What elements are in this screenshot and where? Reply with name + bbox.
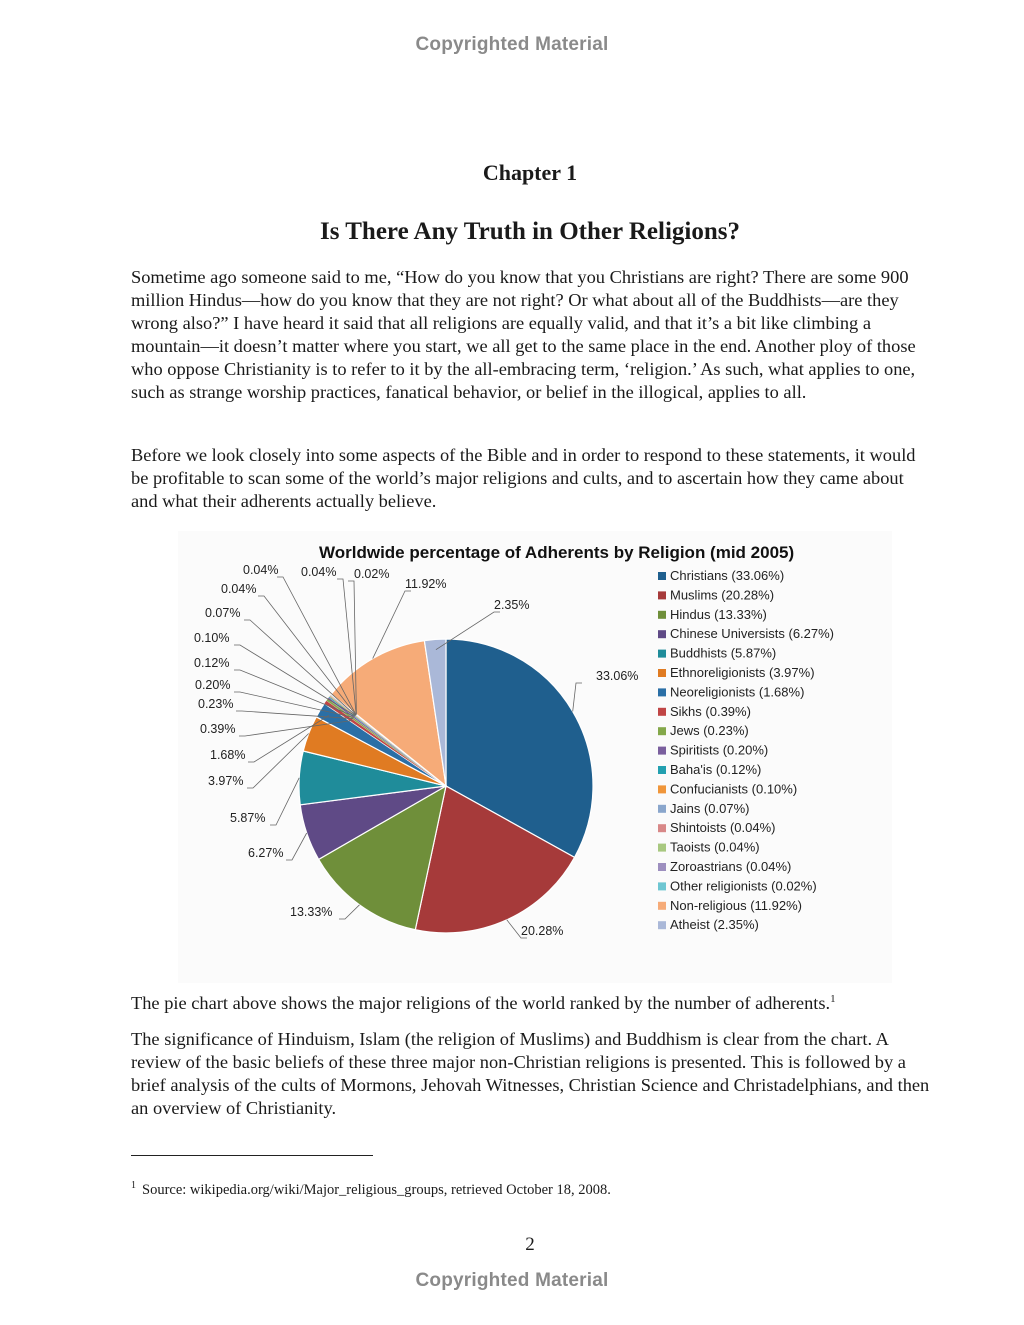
legend-entry-hindus: Hindus (13.33%) [670,606,767,622]
data-label-other-religionists: 0.02% [354,567,390,581]
caption-text: The pie chart above shows the major religions of the world ranked by the number of adherents. [131,993,831,1014]
legend-swatch-jains [658,805,666,813]
data-label-buddhists: 5.87% [230,811,266,825]
legend-swatch-neoreligionists [658,688,666,696]
legend-swatch-muslims [658,591,666,599]
data-label-chinese-universists: 6.27% [248,846,284,860]
legend-swatch-atheist [658,921,666,929]
footnote-marker: 1 [131,1180,136,1191]
chart-legend [658,568,834,932]
data-label-confucianists: 0.10% [194,631,230,645]
legend-swatch-shintoists [658,824,666,832]
data-label-hindus: 13.33% [290,905,333,919]
legend-swatch-chinese-universists [658,630,666,638]
chart-title: Worldwide percentage of Adherents by Religion (mid 2005) [319,543,795,562]
legend-entry-muslims: Muslims (20.28%) [670,587,775,603]
legend-entry-taoists: Taoists (0.04%) [670,839,760,855]
legend-entry-non-religious: Non-religious (11.92%) [670,897,802,913]
legend-entry-jews: Jews (0.23%) [670,723,749,739]
legend-swatch-buddhists [658,650,666,658]
data-label-atheist: 2.35% [494,598,530,612]
footnote [131,1180,931,1199]
legend-swatch-baha-is [658,766,666,774]
data-label-ethnoreligionists: 3.97% [208,774,244,788]
legend-swatch-ethnoreligionists [658,669,666,677]
legend-swatch-spiritists [658,747,666,755]
legend-entry-neoreligionists: Neoreligionists (1.68%) [670,684,805,700]
data-label-jains: 0.07% [205,606,241,620]
data-label-shintoists: 0.04% [221,582,257,596]
leader-line-christians [573,683,582,711]
data-label-sikhs: 0.39% [200,722,236,736]
data-label-zoroastrians: 0.04% [301,565,337,579]
pie-chart-svg [178,531,892,983]
legend-entry-atheist: Atheist (2.35%) [670,917,759,933]
paragraph-significance: The significance of Hinduism, Islam (the religion of Muslims) and Buddhism is clear from the chart. A review of the basic beliefs of these three major non-Christian religions is presented. This is followed by a brief analysis of the cults of Mormons, Jehovah Witnesses, Christian Science and Christadelphians, and then an overview of Christianity. [131,1029,930,1118]
pie-chart [178,531,892,983]
legend-entry-chinese-universists: Chinese Universists (6.27%) [670,626,835,642]
data-label-taoists: 0.04% [243,563,279,577]
data-label-spiritists: 0.20% [195,678,231,692]
data-label-baha-is: 0.12% [194,656,230,670]
leader-line-hindus [339,905,360,919]
data-label-muslims: 20.28% [521,924,564,938]
leader-line-buddhists [270,778,299,825]
footnote-text: Source: wikipedia.org/wiki/Major_religious_groups, retrieved October 18, 2008. [142,1181,611,1198]
legend-swatch-confucianists [658,785,666,793]
page-number: 2 [525,1234,535,1255]
legend-entry-confucianists: Confucianists (0.10%) [670,781,798,797]
legend-swatch-taoists [658,844,666,852]
paragraph-chart-caption [131,988,931,1015]
legend-swatch-non-religious [658,902,666,910]
footnote-divider [131,1155,373,1156]
chapter-heading: Chapter 1 [482,160,578,185]
legend-swatch-zoroastrians [658,863,666,871]
legend-entry-shintoists: Shintoists (0.04%) [670,820,776,836]
legend-swatch-sikhs [658,708,666,716]
data-label-jews: 0.23% [198,697,234,711]
data-label-non-religious: 11.92% [405,577,447,591]
legend-entry-baha-is: Baha'is (0.12%) [670,762,762,777]
data-label-christians: 33.06% [596,669,639,683]
paragraph-purpose: Before we look closely into some aspects of the Bible and in order to respond to these statements, it would be profitable to scan some of the world’s major religions and cults, and to ascertain how they came about and what their adherents actually believe. [131,445,916,511]
legend-entry-buddhists: Buddhists (5.87%) [670,645,777,661]
legend-swatch-jews [658,727,666,735]
legend-swatch-hindus [658,611,666,619]
legend-entry-sikhs: Sikhs (0.39%) [670,703,751,719]
legend-entry-christians: Christians (33.06%) [670,568,785,583]
legend-swatch-christians [658,572,666,580]
legend-entry-spiritists: Spiritists (0.20%) [670,742,769,758]
paragraph-intro: Sometime ago someone said to me, “How do you know that you Christians are right? There are some 900 million Hindus—how do you know that they are not right? Or what about all of the Buddhists—are they wrong also?” I have heard it said that all religions are equally valid, and that it’s a bit like climbing a mountain—it doesn’t matter where you start, we all get to the same place in the end. Another ploy of those who oppose Christianity is to refer to it by the all-embracing term, ‘religion.’ As such, what applies to one, such as strange worship practices, fanatical behavior, or belief in the illogical, applies to all. [131,267,916,402]
legend-entry-zoroastrians: Zoroastrians (0.04%) [670,859,792,874]
copyright-watermark-bottom: Copyrighted Material [415,1270,609,1291]
legend-swatch-other-religionists [658,882,666,890]
footnote-reference: 1 [830,993,836,1005]
chapter-title: Is There Any Truth in Other Religions? [320,218,740,245]
leader-line-chinese-universists [286,833,307,860]
data-label-neoreligionists: 1.68% [210,748,246,762]
legend-entry-jains: Jains (0.07%) [670,800,750,816]
legend-entry-other-religionists: Other religionists (0.02%) [670,878,817,894]
pie-slices [299,639,593,933]
legend-entry-ethnoreligionists: Ethnoreligionists (3.97%) [670,665,815,680]
copyright-watermark-top: Copyrighted Material [415,34,609,55]
